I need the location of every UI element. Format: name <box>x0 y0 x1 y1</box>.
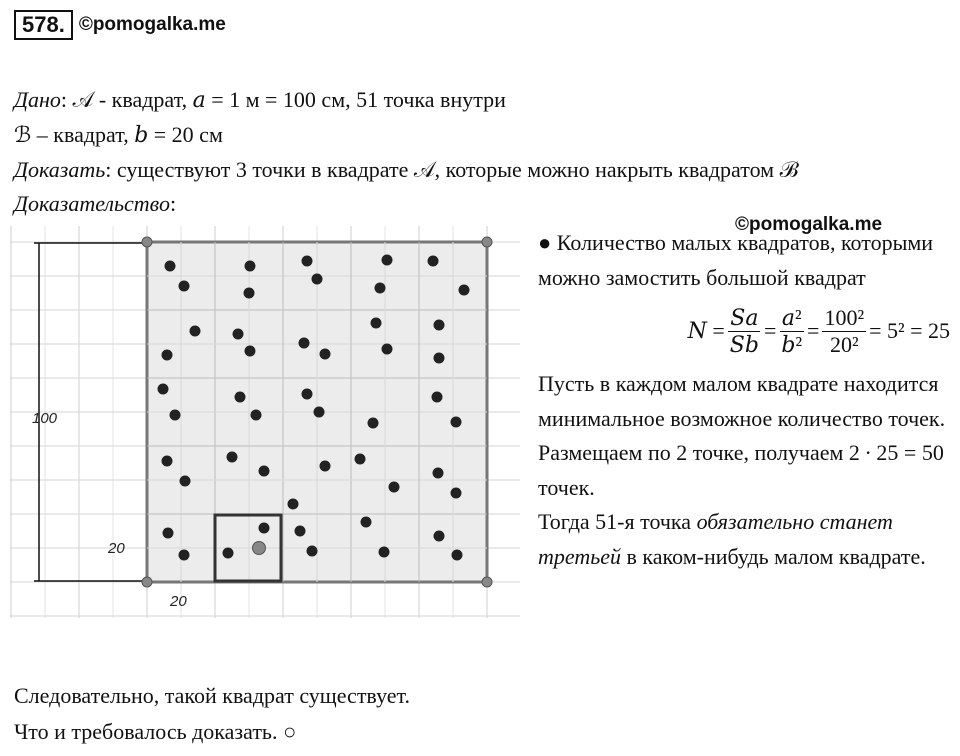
point <box>170 410 181 421</box>
point <box>307 546 318 557</box>
point <box>163 528 174 539</box>
paragraph-3 <box>538 505 958 574</box>
point <box>245 261 256 272</box>
point <box>233 329 244 340</box>
formula-lhs: 𝑁 = <box>687 317 725 343</box>
point <box>379 547 390 558</box>
point <box>389 482 400 493</box>
prove-label: Доказать <box>14 157 106 182</box>
proof-colon: : <box>169 191 177 216</box>
point <box>451 488 462 499</box>
paragraph-2: Размещаем по 2 точке, получаем 2 ∙ 25 = 50 точек. <box>538 440 944 500</box>
point <box>259 466 270 477</box>
point <box>179 281 190 292</box>
point <box>452 550 463 561</box>
corner-bottom-right <box>482 577 492 587</box>
grid-diagram <box>10 226 520 618</box>
point <box>434 531 445 542</box>
formula-rest: = 5² = 25 <box>869 317 950 343</box>
point <box>165 261 176 272</box>
point <box>180 476 191 487</box>
point <box>433 468 444 479</box>
qed-line: Что и требовалось доказать. ○ <box>14 719 297 744</box>
point <box>371 318 382 329</box>
point <box>428 256 439 267</box>
fraction-sides <box>779 305 804 358</box>
highlighted-point <box>253 542 266 555</box>
point <box>432 392 443 403</box>
fraction-areas-den: 𝑆𝑏 <box>729 331 759 357</box>
point <box>299 338 310 349</box>
point <box>245 346 256 357</box>
prove-text: : существуют 3 точки в квадрате 𝒜, которые можно накрыть квадратом ℬ <box>105 157 799 182</box>
label-20-left: 20 <box>108 540 125 557</box>
point <box>288 499 299 510</box>
point <box>320 461 331 472</box>
point <box>368 418 379 429</box>
proof-line <box>14 190 176 218</box>
point <box>158 384 169 395</box>
fraction-areas <box>728 305 761 358</box>
watermark-2: ©pomogalka.me <box>735 214 883 235</box>
conclusion-line: Следовательно, такой квадрат существует. <box>14 683 410 708</box>
formula <box>538 297 958 365</box>
point <box>459 285 470 296</box>
point <box>361 517 372 528</box>
point <box>190 326 201 337</box>
fraction-sides-num: 𝑎² <box>781 304 802 330</box>
fraction-values <box>822 305 866 358</box>
point <box>251 410 262 421</box>
task-header <box>14 10 226 40</box>
point <box>302 389 313 400</box>
paragraph-1: Пусть в каждом малом квадрате находится минимальное возможное количество точек. <box>538 371 946 431</box>
corner-top-right <box>482 237 492 247</box>
task-number: 578. <box>14 10 73 40</box>
corner-top-left <box>142 237 152 247</box>
given-text-1: : 𝒜 - квадрат, 𝑎 = 1 м = 100 см, 51 точка внутри <box>60 87 506 112</box>
paragraph-3-end: в каком-нибудь малом квадрате. <box>621 543 926 569</box>
given-label: Дано <box>14 87 61 112</box>
point <box>227 452 238 463</box>
fraction-areas-num: 𝑆𝑎 <box>730 304 759 330</box>
right-column <box>538 226 958 574</box>
given-line-1 <box>14 86 506 114</box>
point <box>302 256 313 267</box>
bullet-text: ● Количество малых квадратов, которыми можно замостить большой квадрат <box>538 230 934 290</box>
point <box>179 550 190 561</box>
watermark: ©pomogalka.me <box>78 14 226 35</box>
given-line-2: ℬ – квадрат, 𝑏 = 20 см <box>14 122 223 147</box>
paragraph-3-italic: обязательно станет третьей <box>538 509 893 569</box>
formula-eq-1: = <box>763 317 777 343</box>
prove-line <box>14 156 798 184</box>
point <box>355 454 366 465</box>
point <box>244 288 255 299</box>
point <box>382 344 393 355</box>
point <box>320 349 331 360</box>
point <box>162 350 173 361</box>
point <box>375 283 386 294</box>
point <box>295 526 306 537</box>
paragraph-3-start: Тогда 51-я точка <box>538 509 697 534</box>
point <box>434 353 445 364</box>
point <box>382 255 393 266</box>
label-20-bottom: 20 <box>170 593 187 610</box>
point <box>162 456 173 467</box>
formula-eq-2: = <box>807 317 820 343</box>
point <box>312 274 323 285</box>
point <box>434 320 445 331</box>
point <box>451 417 462 428</box>
proof-label: Доказательство <box>14 191 170 216</box>
corner-bottom-left <box>142 577 152 587</box>
fraction-values-den: 20² <box>829 331 859 357</box>
point <box>314 407 325 418</box>
point <box>223 548 234 559</box>
point <box>259 523 270 534</box>
label-100: 100 <box>32 410 58 427</box>
point <box>235 392 246 403</box>
fraction-values-num: 100² <box>824 304 865 330</box>
fraction-sides-den: 𝑏² <box>781 331 803 357</box>
